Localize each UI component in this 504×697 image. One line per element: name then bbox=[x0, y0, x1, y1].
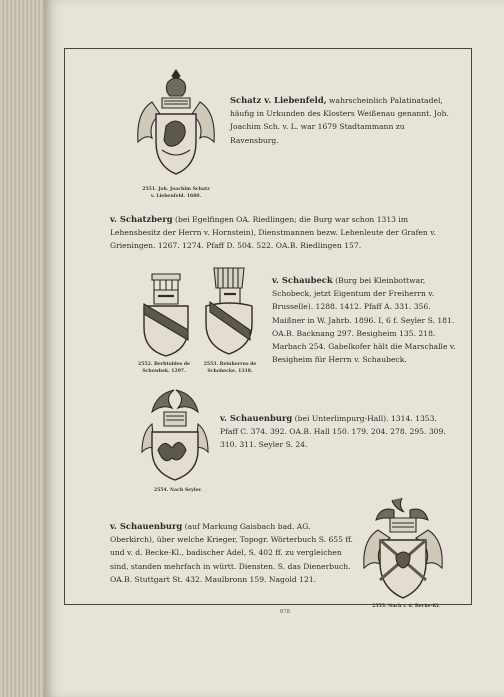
caption-2552 bbox=[132, 361, 196, 375]
entry-schatz bbox=[230, 94, 454, 147]
caption-line: 2554. Nach Seyler. bbox=[153, 488, 203, 493]
caption-2555 bbox=[356, 603, 456, 610]
entry-schauenburg-gaisbach bbox=[110, 520, 354, 586]
entry-lemma: v. Schaubeck bbox=[272, 275, 333, 285]
caption-line: Schowbek. 1297. bbox=[142, 369, 186, 374]
caption-line: 2555. Nach v. d. Becke-Kl. bbox=[372, 604, 440, 609]
coat-of-arms-schatz-icon bbox=[132, 68, 220, 180]
caption-2553 bbox=[196, 361, 264, 375]
caption-line: 2552. Berhtoldes de bbox=[138, 362, 190, 367]
caption-2551 bbox=[128, 186, 224, 200]
caption-2554 bbox=[138, 487, 218, 494]
caption-line: 2551. Joh. Joachim Schatz bbox=[142, 187, 210, 192]
entry-text: (bei Unterlimpurg-Hall). 1314. 1353. Pfaff C. 374. 392. OA.B. Hall 150. 179. 204. 278. 295. 309. 310. 311. Seyler S. 24. bbox=[220, 414, 446, 450]
entry-text: wahrscheinlich Palatinatadel, häufig in Urkunden des Klosters Weißenau genannt. Joh. Joachim Sch. v. L. war 1679 Stadtammann zu Ravensburg. bbox=[230, 96, 449, 145]
coat-of-arms-schaubeck-1297-icon bbox=[142, 272, 190, 358]
page-number: 678 bbox=[280, 609, 290, 615]
entry-schaubeck bbox=[272, 274, 456, 366]
entry-text: (auf Markung Gaisbach bad. AG. Oberkirch), über welche Krieger, Topogr. Wörterbuch S. 655 ff. und v. d. Becke-Kl., badischer Adel, S. 402 ff. zu vergleichen sind, standen mehrfach in württ. Diensten. S. das Dienerbuch. OA.B. Stuttgart St. 432. Maulbronn 159. Nagold 121. bbox=[110, 522, 353, 584]
entry-lemma: v. Schauenburg bbox=[110, 521, 183, 531]
caption-line: Schobecke. 1318. bbox=[207, 369, 253, 374]
entry-lemma: v. Schatzberg bbox=[110, 214, 173, 224]
entry-text: (bei Egelfingen OA. Riedlingen; die Burg war schon 1313 im Lehensbesitz der Herrn v. Hornstein), Dienstmannen bezw. Lehenleute der Grafen v. Grieningen. 1267. 1274. Pfaff D. 504. 522. OA.B. Riedlingen 157. bbox=[110, 215, 436, 251]
entry-text: (Burg bei Kleinbottwar, Schobeck, jetzt Eigentum der Freiherrn v. Brusselle). 1288. 1412. Pfaff A. 331. 356. Maißner in W. Jahrb. 1896. I, 6 f. Seyler S. 181. OA.B. Backnang 297. Besigheim 135. 218. Marbach 254. Gabelkofer hält die Marschalle v. Besigheim für Herrn v. Schaubeck. bbox=[272, 276, 456, 365]
coat-of-arms-schaubeck-1318-icon bbox=[202, 266, 256, 358]
coat-of-arms-schauenburg-gaisbach-icon bbox=[360, 496, 446, 604]
caption-line: v. Liebenfeld. 1680. bbox=[150, 194, 202, 199]
caption-line: 2553. Reinherrus de bbox=[203, 362, 257, 367]
entry-lemma: v. Schauenburg bbox=[220, 413, 293, 423]
coat-of-arms-schauenburg-hall-icon bbox=[138, 388, 212, 484]
entry-schauenburg-hall bbox=[220, 412, 456, 452]
entry-lemma: Schatz v. Liebenfeld, bbox=[230, 95, 327, 105]
entry-schatzberg bbox=[110, 213, 456, 253]
